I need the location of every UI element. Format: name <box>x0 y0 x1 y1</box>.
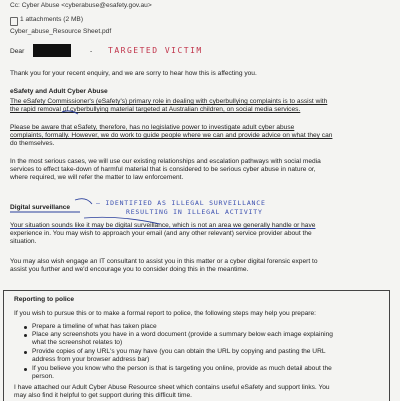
section-police-outro-line2: may also find it helpful to get support during this difficult time. <box>14 392 193 399</box>
section-esafety-title: eSafety and Adult Cyber Abuse <box>10 88 108 95</box>
section-esafety-p3-line3: where required, we will refer the matter to law enforcement. <box>10 174 184 181</box>
bullet-dot <box>24 334 27 337</box>
bullet-3-line1: Provide copies of any URL's you may have (you can obtain the URL by copying and pasting the URL <box>32 348 326 355</box>
section-surveillance-p1-line1: Your situation sounds like it may be digital surveillance, which is not an area we generally handle or have <box>10 222 316 229</box>
pen-squiggle-mark <box>62 111 78 114</box>
attachment-count: 1 attachments (2 MB) <box>20 16 84 23</box>
section-esafety-p2-line1: Please be aware that eSafety, therefore, has no legislative power to investigate adult cyber abuse <box>10 124 295 131</box>
handwritten-surveillance-note-line1: – IDENTIFIED AS ILLEGAL SURVEILLANCE <box>96 199 266 207</box>
greeting: Dear <box>10 48 25 55</box>
bullet-2-line2: what the screenshot relates to) <box>32 339 123 346</box>
bullet-dot <box>24 368 27 371</box>
bullet-3-line2: address from your browser address bar) <box>32 356 150 363</box>
section-esafety-p1-line1: The eSafety Commissioner's (eSafety's) primary role in dealing with cyberbullying complaints is to assist with <box>10 98 328 105</box>
bullet-dot <box>24 326 27 329</box>
attachment-name[interactable]: Cyber_abuse_Resource Sheet.pdf <box>10 28 112 35</box>
cc-line: Cc: Cyber Abuse <cyberabuse@esafety.gov.au> <box>10 2 152 9</box>
bullet-dot <box>24 351 27 354</box>
section-esafety-p1-line2: the rapid removal of cyberbullying material targeted at Australian children, on social media services. <box>10 106 301 113</box>
bullet-4-line2: person. <box>32 373 54 380</box>
bullet-2-line1: Place any screenshots you have in a word document (provide a summary below each image explaining <box>32 331 333 338</box>
section-esafety-p2-line2: complaints, formally. However, we do work to guide people where we can and provide advice on what they can <box>10 132 333 139</box>
section-surveillance-p1-line3: situation. <box>10 238 37 245</box>
pen-arrow-mark <box>84 217 160 224</box>
section-surveillance-p2-line2: assist you further and we'd encourage you to consider doing this in the meantime. <box>10 266 249 273</box>
section-esafety-p3-line1: In the most serious cases, we will use our existing relationships and escalation pathways with social media <box>10 158 321 165</box>
section-police-intro: If you wish to pursue this or to make a formal report to police, the following steps may help you prepare: <box>14 310 316 317</box>
greeting-dash: - <box>90 48 93 55</box>
bullet-1-line1: Prepare a timeline of what has taken place <box>32 323 157 330</box>
pen-hook-mark <box>75 199 92 204</box>
section-surveillance-p2-line1: You may also wish engage an IT consultant to assist you in this matter or a cyber digital forensic expert to <box>10 258 318 265</box>
section-police-outro-line1: I have attached our Adult Cyber Abuse Resource sheet which contains useful eSafety and support links. You <box>14 384 330 391</box>
section-surveillance-title: Digital surveillance <box>10 204 71 211</box>
section-esafety-p2-line3: do themselves. <box>10 140 55 147</box>
section-esafety-p3-line2: services to effect take-down of harmful material that is considered to be serious cyber abuse in nature or, <box>10 166 316 173</box>
intro-text: Thank you for your recent enquiry, and we are sorry to hear how this is affecting you. <box>10 70 257 77</box>
handwritten-targeted-victim: TARGETED VICTIM <box>108 46 203 55</box>
section-police-title: Reporting to police <box>14 296 75 303</box>
handwritten-surveillance-note-line2: RESULTING IN ILLEGAL ACTIVITY <box>126 208 263 216</box>
section-surveillance-p1-line2: experience in. You may wish to approach your email (and any other relevant) service provider about the <box>10 230 312 237</box>
bullet-4-line1: If you believe you know who the person is that is targeting you online, provide as much detail about the <box>32 365 332 372</box>
